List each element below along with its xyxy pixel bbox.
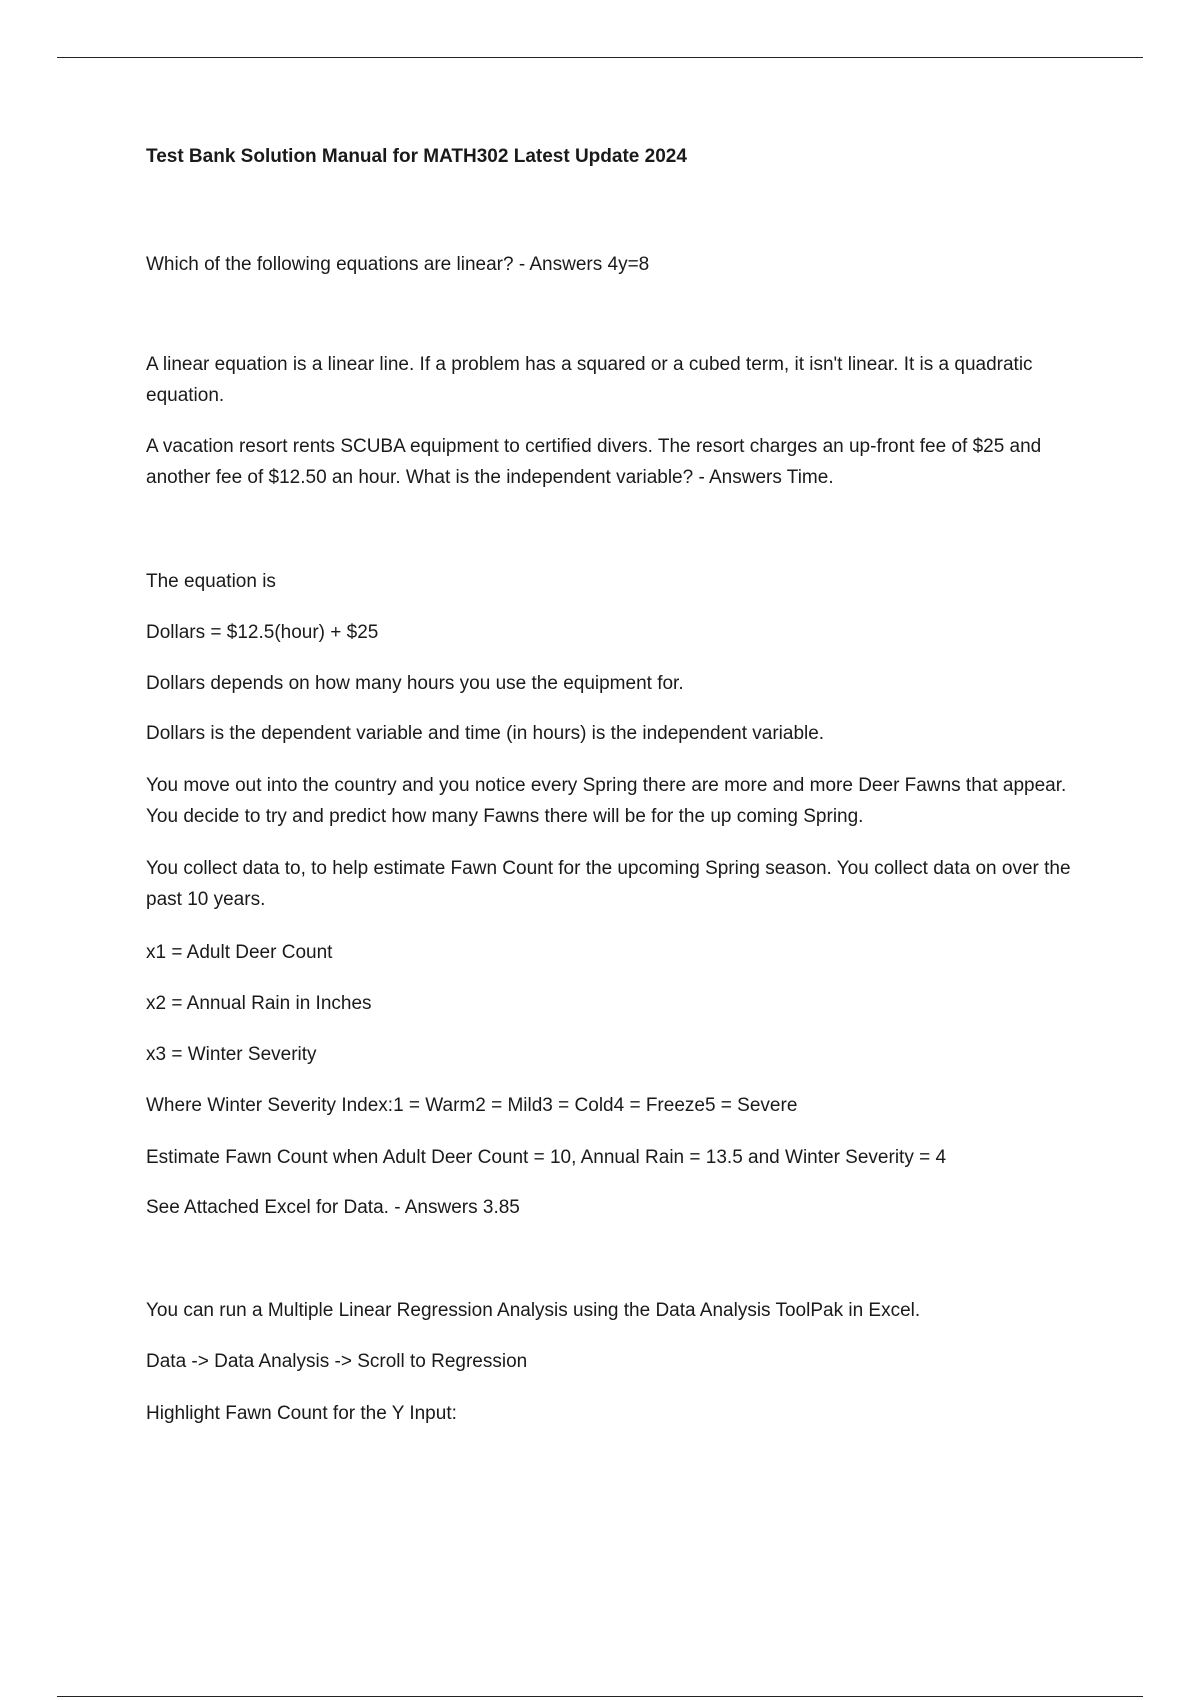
regression-statement: You can run a Multiple Linear Regression Analysis using the Data Analysis ToolPak in Excel.: [146, 1300, 921, 1321]
equation-intro: The equation is: [146, 571, 276, 592]
regression-steps: Data -> Data Analysis -> Scroll to Regression: [146, 1351, 528, 1372]
answer-statement: See Attached Excel for Data. - Answers 3.85: [146, 1197, 520, 1218]
question-deer-fawns-data: You collect data to, to help estimate Fawn Count for the upcoming Spring season. You collect data on over the past 10 years.: [146, 858, 1071, 910]
question-linear-equations: Which of the following equations are linear? - Answers 4y=8: [146, 254, 650, 275]
variable-x3: x3 = Winter Severity: [146, 1044, 317, 1065]
variable-statement: Dollars is the dependent variable and time (in hours) is the independent variable.: [146, 723, 825, 744]
question-deer-fawns-intro: You move out into the country and you notice every Spring there are more and more Deer Fawns that appear. You decide to try and predict how many Fawns there will be for the up coming Spring.: [146, 775, 1067, 827]
variable-x1: x1 = Adult Deer Count: [146, 942, 333, 963]
document-title: Test Bank Solution Manual for MATH302 Latest Update 2024: [146, 146, 687, 167]
highlight-instruction: Highlight Fawn Count for the Y Input:: [146, 1403, 457, 1424]
question-scuba-rental: A vacation resort rents SCUBA equipment to certified divers. The resort charges an up-front fee of $25 and another fee of $12.50 an hour. What is the independent variable? - Answers Time.: [146, 436, 1042, 488]
linear-equation-explanation: A linear equation is a linear line. If a problem has a squared or a cubed term, it isn't linear. It is a quadratic equation.: [146, 354, 1033, 406]
dependency-statement: Dollars depends on how many hours you use the equipment for.: [146, 673, 684, 694]
estimate-statement: Estimate Fawn Count when Adult Deer Count = 10, Annual Rain = 13.5 and Winter Severity = 4: [146, 1147, 947, 1168]
variable-x2: x2 = Annual Rain in Inches: [146, 993, 372, 1014]
winter-severity-index: Where Winter Severity Index:1 = Warm2 = Mild3 = Cold4 = Freeze5 = Severe: [146, 1095, 798, 1116]
equation: Dollars = $12.5(hour) + $25: [146, 622, 379, 643]
top-rule: [57, 57, 1143, 58]
bottom-rule: [57, 1696, 1143, 1697]
